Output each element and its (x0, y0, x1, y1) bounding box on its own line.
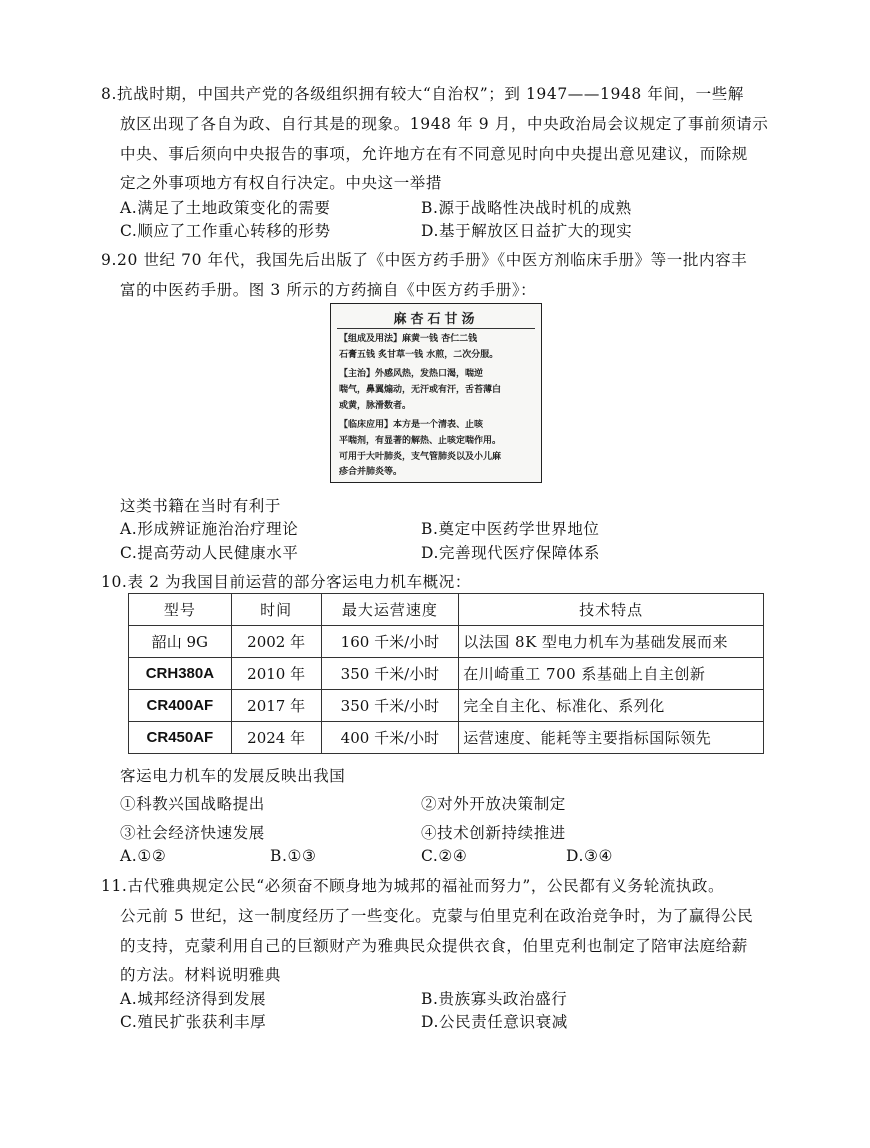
table-cell-feature: 在川崎重工 700 系基础上自主创新 (459, 658, 764, 690)
q8-stem-line-1: 8.抗战时期，中国共产党的各级组织拥有较大“自治权”；到 1947——1948 年间，一些解 (101, 85, 744, 103)
figure-text-line: 【临床应用】本方是一个清表、止咳 (339, 420, 484, 430)
q8-option-b: B.源于战略性决战时机的成熟 (421, 199, 632, 217)
table-cell-speed: 350 千米/小时 (321, 658, 459, 690)
q8-option-a: A.满足了土地政策变化的需要 (120, 199, 331, 217)
figure-divider (337, 328, 535, 329)
table-cell-year: 2002 年 (231, 626, 321, 658)
table-cell-feature: 以法国 8K 型电力机车为基础发展而来 (459, 626, 764, 658)
table-cell-year: 2017 年 (231, 690, 321, 722)
q9-option-b: B.奠定中医药学世界地位 (421, 520, 600, 538)
q8-option-c: C.顺应了工作重心转移的形势 (120, 222, 331, 240)
q9-stem-line-3: 这类书籍在当时有利于 (120, 497, 282, 515)
q10-option-c: C.②④ (421, 847, 468, 865)
q10-option-b: B.①③ (270, 847, 317, 865)
table-2-locomotives (128, 593, 764, 754)
q9-option-d: D.完善现代医疗保障体系 (421, 544, 601, 562)
q10-item-2: ②对外开放决策制定 (421, 795, 566, 813)
q9-option-c: C.提高劳动人民健康水平 (120, 544, 299, 562)
table-cell-feature: 运营速度、能耗等主要指标国际领先 (459, 722, 764, 754)
figure-text-line: 喘气，鼻翼煽动，无汗或有汗，舌苔薄白 (339, 385, 502, 395)
figure-text-line: 【主治】外感风热，发热口渴，喘逆 (339, 369, 484, 379)
q10-item-1: ①科教兴国战略提出 (120, 795, 265, 813)
table-row (129, 658, 764, 690)
table-header-cell: 型号 (129, 594, 232, 626)
q10-item-4: ④技术创新持续推进 (421, 824, 566, 842)
table-cell-feature: 完全自主化、标准化、系列化 (459, 690, 764, 722)
figure-text-line: 平喘剂，有显著的解热、止咳定喘作用。 (339, 436, 502, 446)
table-cell-model: CRH380A (129, 658, 232, 690)
figure-title: 麻杏石甘汤 (393, 312, 479, 327)
q8-stem-line-3: 中央、事后须向中央报告的事项，允许地方在有不同意见时向中央提出意见建议，而除规 (120, 145, 748, 163)
table-cell-year: 2010 年 (231, 658, 321, 690)
figure-3-prescription-image (330, 303, 542, 483)
table-header-row (129, 594, 764, 626)
table-row (129, 626, 764, 658)
q11-option-d: D.公民责任意识衰减 (421, 1013, 568, 1031)
figure-text-line: 可用于大叶肺炎，支气管肺炎以及小儿麻 (339, 452, 502, 462)
q11-stem-line-1: 11.古代雅典规定公民“必须奋不顾身地为城邦的福祉而努力”，公民都有义务轮流执政。 (101, 877, 725, 895)
table-cell-model: CR450AF (129, 722, 232, 754)
q10-stem-2: 客运电力机车的发展反映出我国 (120, 767, 346, 785)
q10-option-d: D.③④ (566, 847, 613, 865)
q9-stem-line-1: 9.20 世纪 70 年代，我国先后出版了《中医方药手册》《中医方剂临床手册》等一批内容丰 (101, 251, 748, 269)
q11-option-c: C.殖民扩张获利丰厚 (120, 1013, 267, 1031)
q11-option-b: B.贵族寡头政治盛行 (421, 990, 568, 1008)
table-header-cell: 技术特点 (459, 594, 764, 626)
table-cell-model: CR400AF (129, 690, 232, 722)
q8-option-d: D.基于解放区日益扩大的现实 (421, 222, 633, 240)
table-header-cell: 时间 (231, 594, 321, 626)
table-header-cell: 最大运营速度 (321, 594, 459, 626)
q9-option-a: A.形成辨证施治治疗理论 (120, 520, 299, 538)
figure-text-line: 石膏五钱 炙甘草一钱 水煎，二次分服。 (339, 350, 499, 360)
q10-option-a: A.①② (120, 847, 167, 865)
q11-stem-line-2: 公元前 5 世纪，这一制度经历了一些变化。克蒙与伯里克利在政治竞争时，为了赢得公民 (120, 907, 754, 925)
table-cell-speed: 160 千米/小时 (321, 626, 459, 658)
q11-stem-line-3: 的支持，克蒙利用自己的巨额财产为雅典民众提供衣食，伯里克利也制定了陪审法庭给薪 (120, 937, 748, 955)
table-cell-speed: 400 千米/小时 (321, 722, 459, 754)
q9-stem-line-2: 富的中医药手册。图 3 所示的方药摘自《中医方药手册》： (120, 281, 537, 299)
q10-stem: 10.表 2 为我国目前运营的部分客运电力机车概况： (101, 573, 471, 591)
q8-stem-line-4: 定之外事项地方有权自行决定。中央这一举措 (120, 174, 443, 192)
table-cell-speed: 350 千米/小时 (321, 690, 459, 722)
figure-text-line: 【组成及用法】麻黄一钱 杏仁二钱 (339, 334, 478, 344)
figure-text-line: 疹合并肺炎等。 (339, 467, 403, 477)
q10-item-3: ③社会经济快速发展 (120, 824, 265, 842)
figure-text-line: 或黄，脉滑数者。 (339, 401, 412, 411)
q8-stem-line-2: 放区出现了各自为政、自行其是的现象。1948 年 9 月，中央政治局会议规定了事前须请示 (120, 115, 769, 133)
q11-stem-line-4: 的方法。材料说明雅典 (120, 966, 282, 984)
table-row (129, 722, 764, 754)
table-row (129, 690, 764, 722)
q11-option-a: A.城邦经济得到发展 (120, 990, 267, 1008)
table-cell-year: 2024 年 (231, 722, 321, 754)
table-cell-model: 韶山 9G (129, 626, 232, 658)
